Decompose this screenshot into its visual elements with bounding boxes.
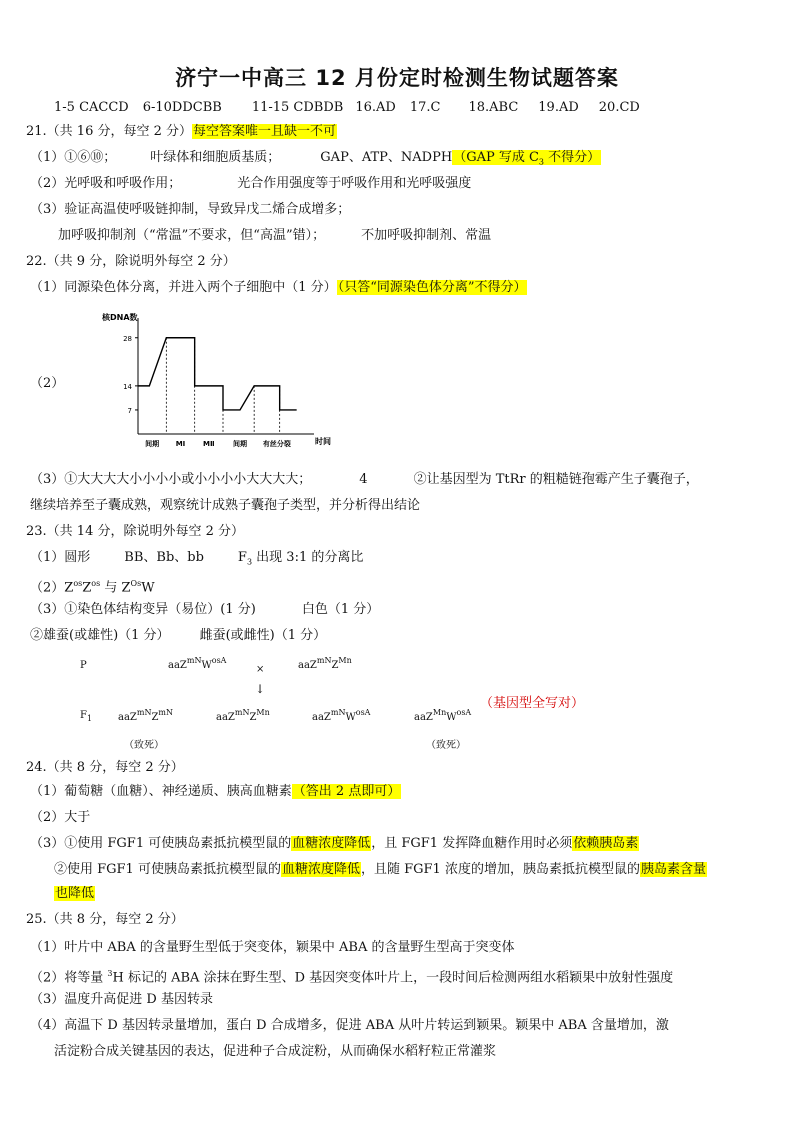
multiple-choice-answers — [54, 98, 640, 118]
q23-part2: $(2)Z^{os}Z^{os}$ 与 $Z^{Os}W$ — [30, 579, 155, 596]
q21-part3-cont: 加呼吸抑制剂（“常温”不要求，但“高温”错）； 不加呼吸抑制剂、常温 — [58, 228, 492, 243]
offspring-genotype-3: $aaZ^{mN}W^{osA}$ — [312, 708, 371, 723]
mc-answers-6-10: 6-10DDCBB — [142, 100, 222, 115]
chart-y-tick-label: 14 — [123, 382, 132, 391]
offspring-genotype-1: $aaZ^{mN}Z^{mN}$ — [118, 708, 174, 723]
q21-part3: （3）验证高温使呼吸链抑制，导致异戊二烯合成增多； — [30, 202, 351, 217]
offspring-genotype-4: $aaZ^{Mn}W^{osA}$ — [414, 708, 472, 723]
parent-female-genotype: $aaZ^{mN}W^{osA}$ — [168, 656, 227, 671]
q25-part2: （2）将等量 $^3$H 标记的 ABA 涂抹在野生型、D 基因突变体叶片上，一段时间后检测两组水稻颖果中放射性强度 — [30, 969, 674, 986]
mc-answer-20: 20.CD — [598, 100, 640, 115]
parent-male-genotype: $aaZ^{mN}Z^{Mn}$ — [298, 656, 352, 671]
offspring-lethal-label-2: （致死） — [426, 740, 466, 751]
genotype-note: （基因型全写对） — [480, 696, 585, 711]
chart-stage-labels — [145, 439, 291, 448]
chart-stage-label: MⅠ — [175, 440, 186, 448]
mc-answer-19: 19.AD — [538, 100, 579, 115]
chart-series-polyline — [138, 338, 297, 410]
mc-answer-16: 16.AD — [355, 100, 396, 115]
q22-part3: （3）①大大大大小小小小或小小小小大大大大； 4 ②让基因型为 TtRr 的粗糙链孢霉产生子囊孢子， — [30, 472, 699, 487]
q22-part3-cont: 继续培养至子囊成熟，观察统计成熟子囊孢子类型，并分析得出结论 — [30, 498, 421, 513]
chart-ticks — [123, 335, 138, 415]
q21-part2: （2）光呼吸和呼吸作用； 光合作用强度等于呼吸作用和光呼吸强度 — [30, 176, 472, 191]
q25-part1: （1）叶片中 ABA 的含量野生型低于突变体，颖果中 ABA 的含量野生型高于突变体 — [30, 940, 515, 955]
cross-p-label: P — [80, 660, 87, 671]
cross-f1-label: $F_1$ — [80, 710, 93, 723]
q24-part3: （3）①使用 FGF1 可使胰岛素抵抗模型鼠的血糖浓度降低，且 FGF1 发挥降血糖作用时必须依赖胰岛素 — [30, 836, 639, 851]
chart-stage-label: 间期 — [233, 440, 247, 448]
q24-part1-highlight: （答出 2 点即可） — [292, 784, 401, 799]
mc-answers-11-15: 11-15 CDBDB — [251, 100, 344, 115]
chart-stage-label: MⅡ — [203, 440, 215, 448]
q21-part1-highlight: （GAP 写成 $C_3$ 不得分） — [453, 150, 601, 167]
q24-part4: ②使用 FGF1 可使胰岛素抵抗模型鼠的血糖浓度降低，且随 FGF1 浓度的增加，胰岛素抵抗模型鼠的胰岛素含量 — [54, 862, 706, 877]
q21-header: 21.（共 16 分，每空 2 分）每空答案唯一且缺一不可 — [26, 124, 337, 139]
q22-header: 22.（共 9 分，除说明外每空 2 分） — [26, 254, 236, 269]
dna-content-chart — [100, 308, 360, 458]
mc-answer-18: 18.ABC — [468, 100, 519, 115]
q22-part1-highlight: （只答“同源染色体分离”不得分） — [337, 280, 527, 295]
q21-header-highlight: 每空答案唯一且缺一不可 — [193, 124, 337, 139]
mc-answer-17: 17.C — [409, 100, 441, 115]
q25-part4-cont: 活淀粉合成关键基因的表达，促进种子合成淀粉，从而确保水稻籽粒正常灌浆 — [54, 1044, 497, 1059]
cross-arrow: ↓ — [255, 682, 266, 696]
chart-y-tick-label: 28 — [123, 334, 132, 343]
q25-part4: （4）高温下 D 基因转录量增加，蛋白 D 合成增多，促进 ABA 从叶片转运到颖果。颖果中 ABA 含量增加，激 — [30, 1018, 669, 1033]
q24-header: 24.（共 8 分，每空 2 分） — [26, 760, 184, 775]
q24-part4-cont: 也降低 — [55, 886, 95, 901]
q23-header: 23.（共 14 分，除说明外每空 2 分） — [26, 524, 245, 539]
q24-part1: （1）葡萄糖（血糖）、神经递质、胰高血糖素（答出 2 点即可） — [30, 784, 401, 799]
q25-header: 25.（共 8 分，每空 2 分） — [26, 912, 184, 927]
chart-series-line — [138, 338, 297, 410]
chart-axes — [138, 318, 314, 434]
chart-xlabel: 时间 — [315, 437, 331, 446]
mc-answers-1-5: 1-5 CACCD — [54, 100, 129, 115]
q23-part3: （3）①染色体结构变异（易位）(1 分) 白色（1 分） — [30, 602, 380, 617]
q25-part3: （3）温度升高促进 D 基因转录 — [30, 992, 213, 1007]
chart-stage-label: 有丝分裂 — [262, 440, 291, 448]
q23-part4: ②雄蚕(或雄性)（1 分） 雌蚕(或雌性)（1 分） — [30, 628, 327, 643]
page-title: 济宁一中高三 12 月份定时检测生物试题答案 — [175, 66, 619, 90]
offspring-lethal-label-1: （致死） — [124, 740, 164, 751]
chart-y-tick-label: 7 — [127, 406, 132, 415]
q24-part2: （2）大于 — [30, 810, 91, 825]
q21-part1: （1）①⑥⑩； 叶绿体和细胞质基质； GAP、ATP、NADPH（GAP 写成 $C_3$ 不得分） — [30, 150, 601, 167]
q22-part1: （1）同源染色体分离，并进入两个子细胞中（1 分）（只答“同源染色体分离”不得分） — [30, 280, 527, 295]
q23-part1: （1）圆形 BB、Bb、bb $F_3$ 出现 3:1 的分离比 — [30, 550, 364, 567]
q22-part2-label: （2） — [30, 376, 65, 391]
chart-ylabel: 核DNA数 — [102, 313, 138, 322]
offspring-genotype-2: $aaZ^{mN}Z^{Mn}$ — [216, 708, 270, 723]
cross-symbol: × — [256, 664, 265, 675]
chart-stage-label: 间期 — [145, 440, 160, 448]
